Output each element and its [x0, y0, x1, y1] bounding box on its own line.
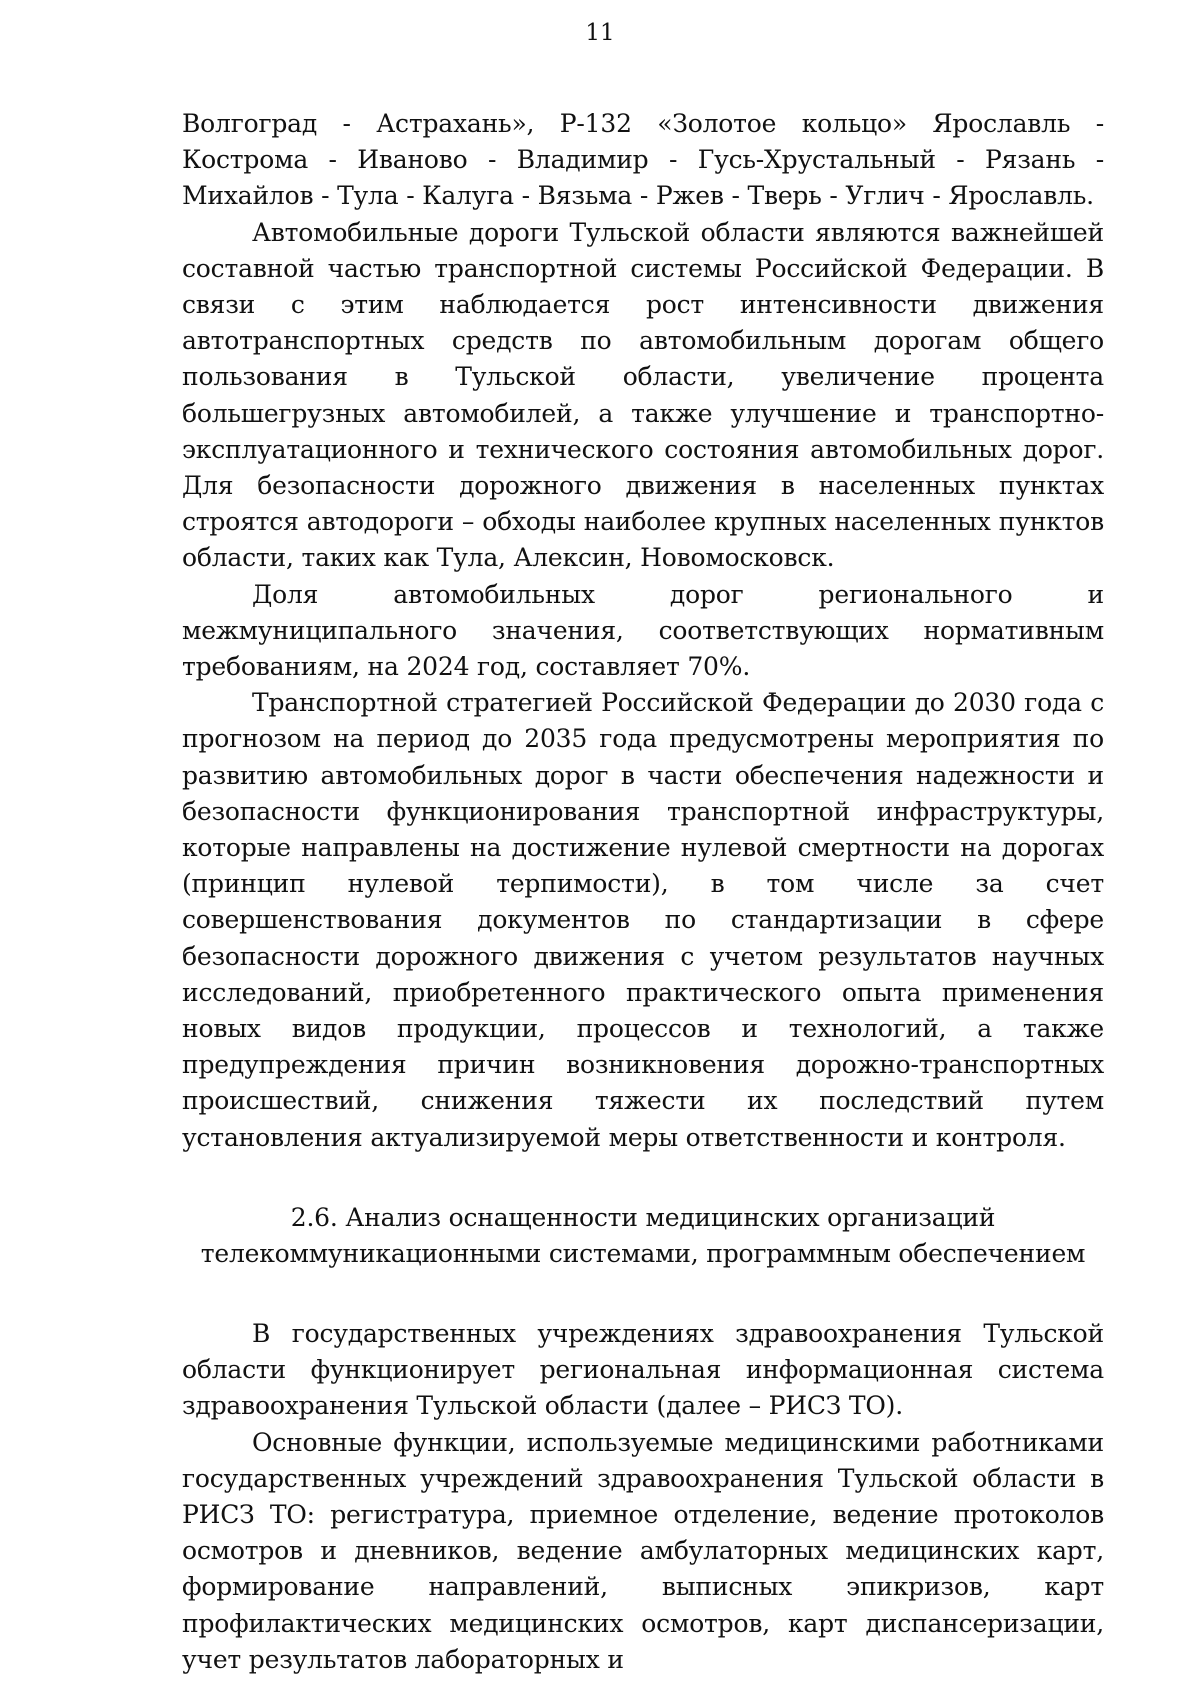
section-heading-line-2: телекоммуникационными системами, программным обеспечением	[200, 1238, 1086, 1268]
paragraph-functions: Основные функции, используемые медицинскими работниками государственных учреждений здравоохранения Тульской области в РИСЗ ТО: регистратура, приемное отделение, ведение протоколов осмотров и дневников, ведение амбулаторных медицинских карт, формирование направлений, выписных эпикризов, карт профилактических медицинских осмотров, карт диспансеризации, учет результатов лабораторных и	[182, 1427, 1104, 1674]
page-number: 11	[585, 20, 615, 46]
section-heading	[182, 1200, 1104, 1272]
paragraph-route-continuation: Волгоград - Астрахань», Р-132 «Золотое кольцо» Ярославль - Кострома - Иваново - Владимир - Гусь-Хрустальный - Рязань - Михайлов - Тула - Калуга - Вязьма - Ржев - Тверь - Углич - Ярославль.	[182, 109, 1104, 211]
paragraph-risz: В государственных учреждениях здравоохранения Тульской области функционирует региональная информационная система здравоохранения Тульской области (далее – РИСЗ ТО).	[182, 1318, 1104, 1421]
paragraph-roads: Автомобильные дороги Тульской области являются важнейшей составной частью транспортной системы Российской Федерации. В связи с этим наблюдается рост интенсивности движения автотранспортных средств по автомобильным дорогам общего пользования в Тульской области, увеличение процента большегрузных автомобилей, а также улучшение и транспортно-эксплуатационного и технического состояния автомобильных дорог. Для безопасности дорожного движения в населенных пунктах строятся автодороги – обходы наиболее крупных населенных пунктов области, таких как Тула, Алексин, Новомосковск.	[182, 217, 1104, 573]
section-heading-line-1: 2.6. Анализ оснащенности медицинских организаций	[290, 1202, 996, 1232]
paragraph-transport-strategy: Транспортной стратегией Российской Федерации до 2030 года с прогнозом на период до 2035 года предусмотрены мероприятия по развитию автомобильных дорог в части обеспечения надежности и безопасности функционирования транспортной инфраструктуры, которые направлены на достижение нулевой смертности на дорогах (принцип нулевой терпимости), в том числе за счет совершенствования документов по стандартизации в сфере безопасности дорожного движения с учетом результатов научных исследований, приобретенного практического опыта применения новых видов продукции, процессов и технологий, а также предупреждения причин возникновения дорожно-транспортных происшествий, снижения тяжести их последствий путем установления актуализируемой меры ответственности и контроля.	[182, 688, 1104, 1152]
paragraph-roads-share: Доля автомобильных дорог регионального и межмуниципального значения, соответствующих нормативным требованиям, на 2024 год, составляет 70%.	[182, 579, 1104, 682]
document-body	[182, 106, 1104, 1678]
